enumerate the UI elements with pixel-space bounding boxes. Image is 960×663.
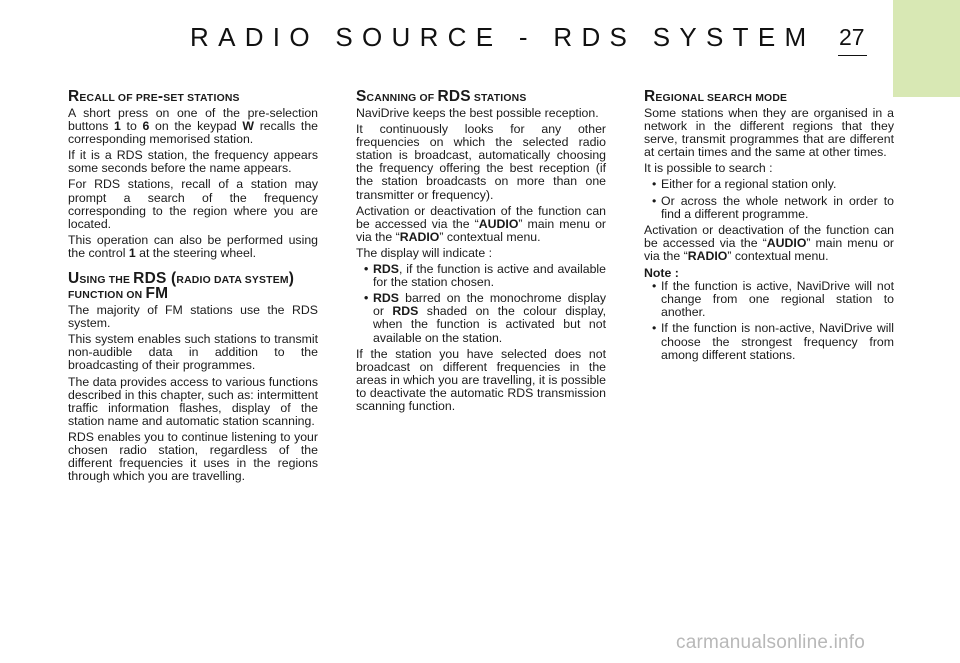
paragraph: This system enables such stations to transmit non-audible data in addition to the broadcasting of their programmes. [68, 332, 318, 373]
paragraph: NaviDrive keeps the best possible reception. [356, 106, 599, 120]
paragraph: The data provides access to various functions described in this chapter, such as: intermittent traffic information flashes, display of the station name and automatic station scanning. [68, 374, 318, 428]
search-options-list [644, 178, 894, 220]
page-number-underline [838, 55, 867, 56]
paragraph: It continuously looks for any other frequencies on which the selected radio station is broadcast, automatically choosing the frequency offering the best reception (if the station broadcasts on more than one transmitter or frequency). [356, 122, 606, 202]
column-right [644, 90, 894, 365]
heading-recall-preset: RECALL OF PRE-SET STATIONS [68, 88, 240, 105]
list-item: • RDS barred on the monochrome display or RDS shaded on the colour display, when the function is activated but not available on the station. [356, 292, 606, 344]
paragraph: If the station you have selected does not broadcast on different frequencies in the areas in which you are travelling, it is possible to deactivate the automatic RDS transmission scanning function. [356, 346, 606, 413]
list-item: • Or across the whole network in order to find a different programme. [644, 195, 894, 221]
display-indicator-list [356, 263, 606, 345]
list-item: • If the function is non-active, NaviDrive will choose the strongest frequency from among different stations. [644, 322, 894, 361]
heading-using-rds: USING THE RDS (RADIO DATA SYSTEM) FUNCTION ON FM [68, 270, 295, 303]
paragraph: Activation or deactivation of the function can be accessed via the “AUDIO” main menu or via the “RADIO” contextual menu. [356, 203, 606, 244]
heading-regional-search: REGIONAL SEARCH MODE [644, 88, 788, 105]
column-left [68, 90, 318, 486]
paragraph: The majority of FM stations use the RDS system. [68, 303, 318, 331]
watermark: carmanualsonline.info [676, 632, 866, 653]
list-item: • RDS, if the function is active and available for the station chosen. [356, 263, 606, 289]
page-number: 27 [839, 24, 865, 50]
paragraph: The display will indicate : [356, 245, 493, 260]
paragraph: Some stations when they are organised in a network in the different regions that they serve, transmit programmes that are different at certain times and the same at other times. [644, 106, 894, 160]
paragraph: If it is a RDS station, the frequency appears some seconds before the name appears. [68, 148, 318, 176]
chapter-tab [893, 0, 960, 97]
list-item: • If the function is active, NaviDrive will not change from one regional station to another. [644, 280, 894, 319]
page-title: RADIO SOURCE - RDS SYSTEM [190, 22, 816, 52]
column-middle [356, 90, 606, 416]
list-item: • Either for a regional station only. [644, 178, 894, 191]
paragraph: A short press on one of the pre-selection buttons 1 to 6 on the keypad W recalls the corresponding memorised station. [68, 106, 318, 147]
paragraph: It is possible to search : [644, 161, 773, 176]
paragraph: This operation can also be performed using the control 1 at the steering wheel. [68, 232, 318, 260]
paragraph: For RDS stations, recall of a station may prompt a search of the frequency corresponding to the region where you are located. [68, 177, 318, 231]
note-list [644, 280, 894, 362]
paragraph: Activation or deactivation of the function can be accessed via the “AUDIO” main menu or via the “RADIO” contextual menu. [644, 222, 894, 263]
paragraph: RDS enables you to continue listening to your chosen radio station, regardless of the different frequencies it uses in the regions through which you are travelling. [68, 429, 318, 484]
note-label: Note : [644, 266, 679, 281]
heading-scanning-rds: SCANNING OF RDS STATIONS [356, 88, 527, 105]
